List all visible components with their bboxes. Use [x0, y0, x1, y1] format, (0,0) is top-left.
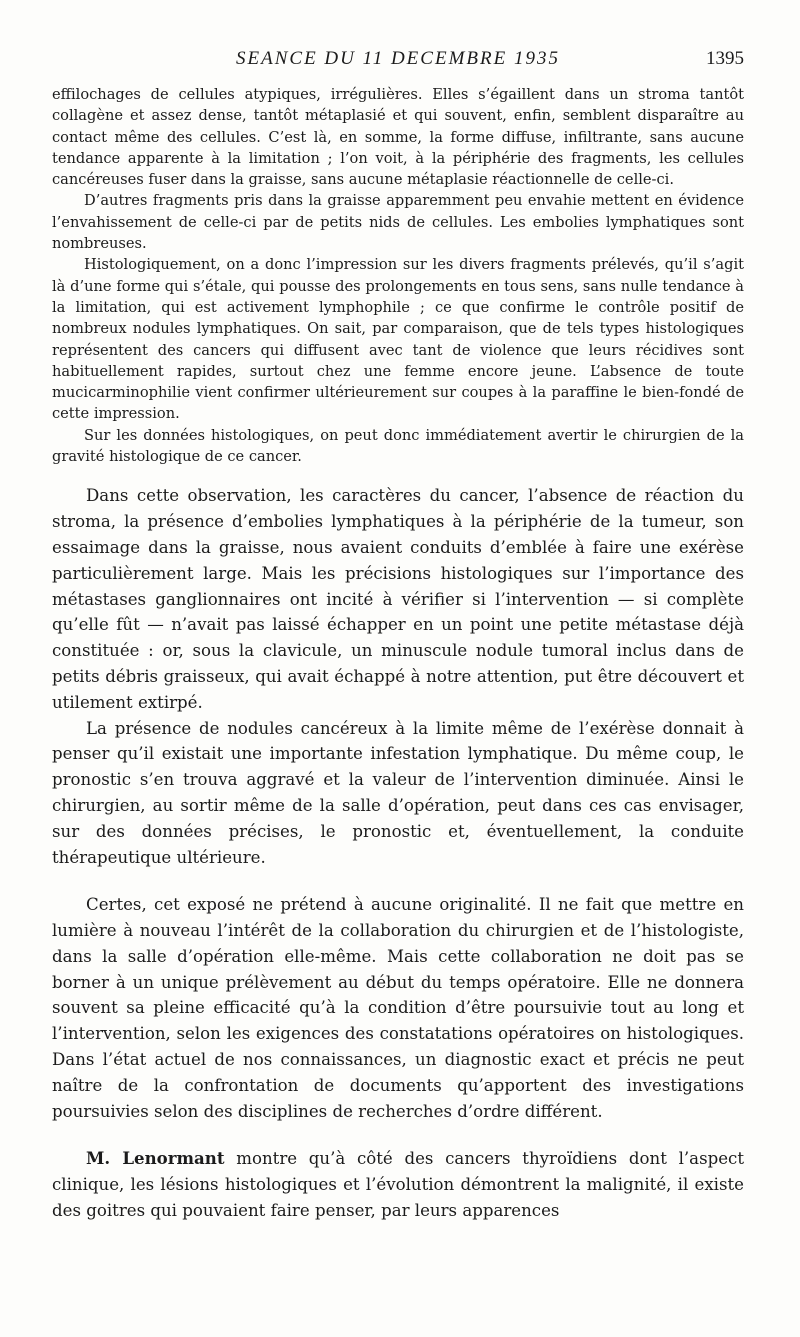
page-number: 1395	[706, 48, 744, 69]
speaker-paragraph	[52, 1146, 744, 1223]
histology-notes	[52, 84, 744, 467]
main-paragraph-3: Certes, cet exposé ne prétend à aucune originalité. Il ne fait que mettre en lumière à nouveau l’intérêt de la collaboration du chirurgien et de l’histologiste, dans la salle d’opération elle-même. Mais cette collaboration ne doit pas se borner à un unique prélèvement au début du temps opératoire. Elle ne donnera souvent sa pleine efficacité qu’à la condition d’être poursuivie tout au long et l’intervention, selon les exigences des constatations opératoires on histologiques. Dans l’état actuel de nos connaissances, un diagnostic exact et précis ne peut naître de la confrontation de documents qu’apportent des investigations poursuivies selon des disciplines de recherches d’ordre différent.	[52, 895, 744, 1121]
running-header	[52, 48, 744, 78]
notes-paragraph-2: D’autres fragments pris dans la graisse apparemment peu envahie mettent en évidence l’envahissement de celle-ci par de petits nids de cellules. Les embolies lymphatiques sont nombreuses.	[52, 192, 744, 253]
speaker-text: montre qu’à côté des cancers thyroïdiens dont l’aspect clinique, les lésions histologiques et l’évolution démontrent la malignité, il existe des goitres qui pouvaient faire penser, par leurs apparences	[52, 1149, 744, 1221]
main-text	[52, 483, 744, 1224]
speaker-name: M. Lenormant	[86, 1148, 225, 1169]
main-paragraph-2: La présence de nodules cancéreux à la limite même de l’exérèse donnait à penser qu’il existait une importante infestation lymphatique. Du même coup, le pronostic s’en trouva aggravé et la valeur de l’intervention diminuée. Ainsi le chirurgien, au sortir même de la salle d’opération, peut dans ces cas envisager, sur des données précises, le pronostic et, éventuellement, la conduite thérapeutique ultérieure.	[52, 718, 744, 867]
notes-paragraph-4: Sur les données histologiques, on peut donc immédiatement avertir le chirurgien de la gravité histologique de ce cancer.	[52, 426, 744, 466]
notes-paragraph-1: effilochages de cellules atypiques, irrégulières. Elles s’égaillent dans un stroma tantôt collagène et assez dense, tantôt métaplasié et qui souvent, enfin, semblent disparaître au contact même des cellules. C’est là, en somme, la forme diffuse, infiltrante, sans aucune tendance apparente à la limitation ; l’on voit, à la périphérie des fragments, les cellules cancéreuses fuser dans la graisse, sans aucune métaplasie réactionnelle de celle-ci.	[52, 86, 744, 189]
main-paragraph-1: Dans cette observation, les caractères du cancer, l’absence de réaction du stroma, la présence d’embolies lymphatiques à la périphérie de la tumeur, son essaimage dans la graisse, nous avaient conduits d’emblée à faire une exérèse particulièrement large. Mais les précisions histologiques sur l’importance des métastases ganglionnaires ont incité à vérifier si l’intervention — si complète qu’elle fût — n’avait pas laissé échapper en un point une petite métastase déjà constituée : or, sous la clavicule, un minuscule nodule tumoral inclus dans de petits débris graisseux, qui avait échappé à notre attention, put être découvert et utilement extirpé.	[52, 486, 744, 712]
notes-paragraph-3: Histologiquement, on a donc l’impression sur les divers fragments prélevés, qu’il s’agit là d’une forme qui s’étale, qui pousse des prolongements en tous sens, sans nulle tendance à la limitation, qui est activement lymphophile ; ce que confirme le contrôle positif de nombreux nodules lymphatiques. On sait, par comparaison, que de tels types histologiques représentent des cancers qui diffusent avec tant de violence que leurs récidives sont habituellement rapides, surtout chez une femme encore jeune. L’absence de toute mucicarminophilie vient confirmer ultérieurement sur coupes à la paraffine le bien-fondé de cette impression.	[52, 256, 744, 423]
running-title: SEANCE DU 11 DECEMBRE 1935	[236, 48, 560, 69]
